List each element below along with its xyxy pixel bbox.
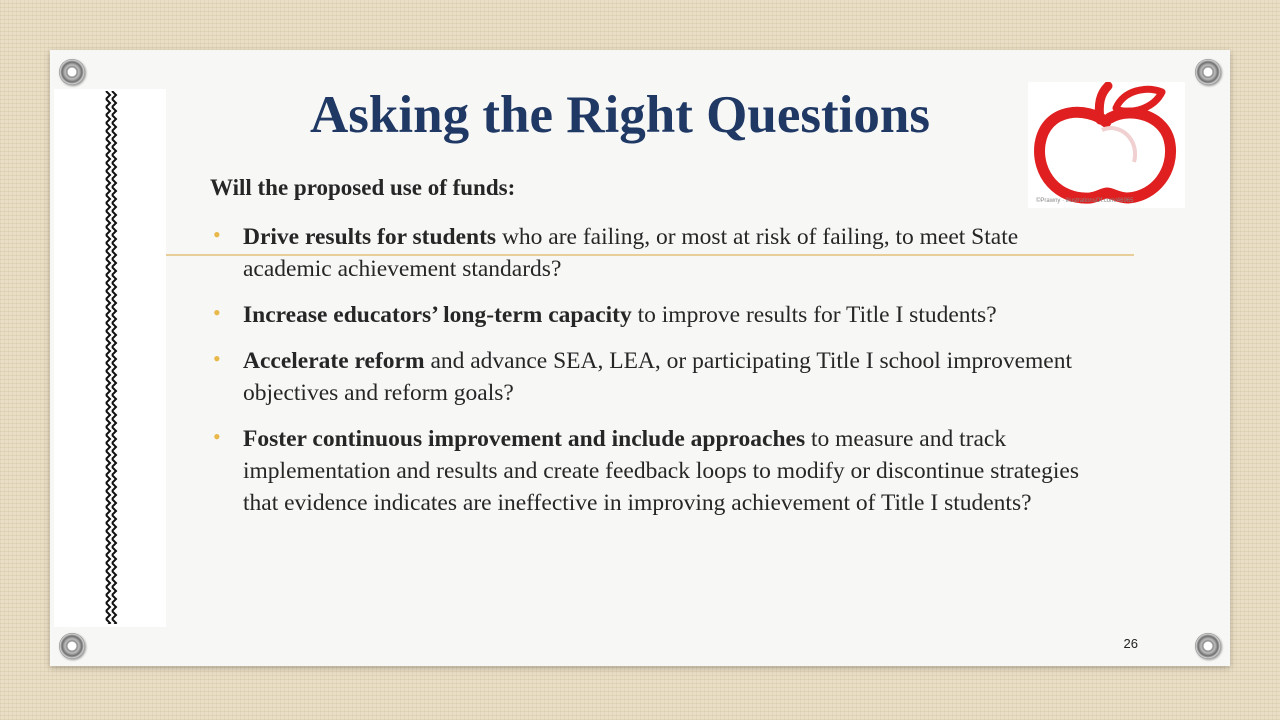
pushpin-bottom-right-icon bbox=[1195, 633, 1221, 659]
bullet-text: to measure and track implementation and results and create feedback loops to modify or discontinue strategies that evidence indicates are ineffective in improving achievement of Title I students? bbox=[243, 426, 1079, 516]
bullet-dot-icon: • bbox=[213, 424, 221, 449]
list-item bbox=[210, 221, 1080, 285]
zigzag-border-icon bbox=[103, 91, 119, 624]
list-item bbox=[210, 299, 1080, 331]
intro-text: Will the proposed use of funds: bbox=[210, 175, 516, 200]
pushpin-top-right-icon bbox=[1195, 59, 1221, 85]
bullet-bold-text: Drive results for students bbox=[243, 224, 497, 250]
bullet-text: who are failing, or most at risk of failing, to meet State academic achievement standards? bbox=[243, 224, 1019, 282]
bullet-list bbox=[210, 221, 1080, 533]
list-item bbox=[210, 423, 1080, 519]
slide-title: Asking the Right Questions bbox=[310, 86, 930, 144]
bullet-text: and advance SEA, LEA, or participating Title I school improvement objectives and reform goals? bbox=[243, 348, 1072, 406]
bullet-text: to improve results for Title I students? bbox=[631, 302, 997, 328]
pushpin-bottom-left-icon bbox=[59, 633, 85, 659]
pushpin-top-left-icon bbox=[59, 59, 85, 85]
apple-logo-icon bbox=[1028, 82, 1185, 208]
bullet-bold-text: Increase educators’ long-term capacity bbox=[243, 302, 632, 328]
page-number: 26 bbox=[1123, 636, 1138, 651]
bullet-dot-icon: • bbox=[213, 346, 221, 371]
apple-logo bbox=[1028, 82, 1185, 208]
list-item bbox=[210, 345, 1080, 409]
bullet-bold-text: Accelerate reform bbox=[243, 348, 425, 374]
bullet-bold-text: Foster continuous improvement and include approaches bbox=[243, 426, 806, 452]
bullet-dot-icon: • bbox=[213, 300, 221, 325]
logo-caption: ©Prawny · illustrationsOf.com/46965 bbox=[1036, 198, 1134, 204]
bullet-dot-icon: • bbox=[213, 222, 221, 247]
